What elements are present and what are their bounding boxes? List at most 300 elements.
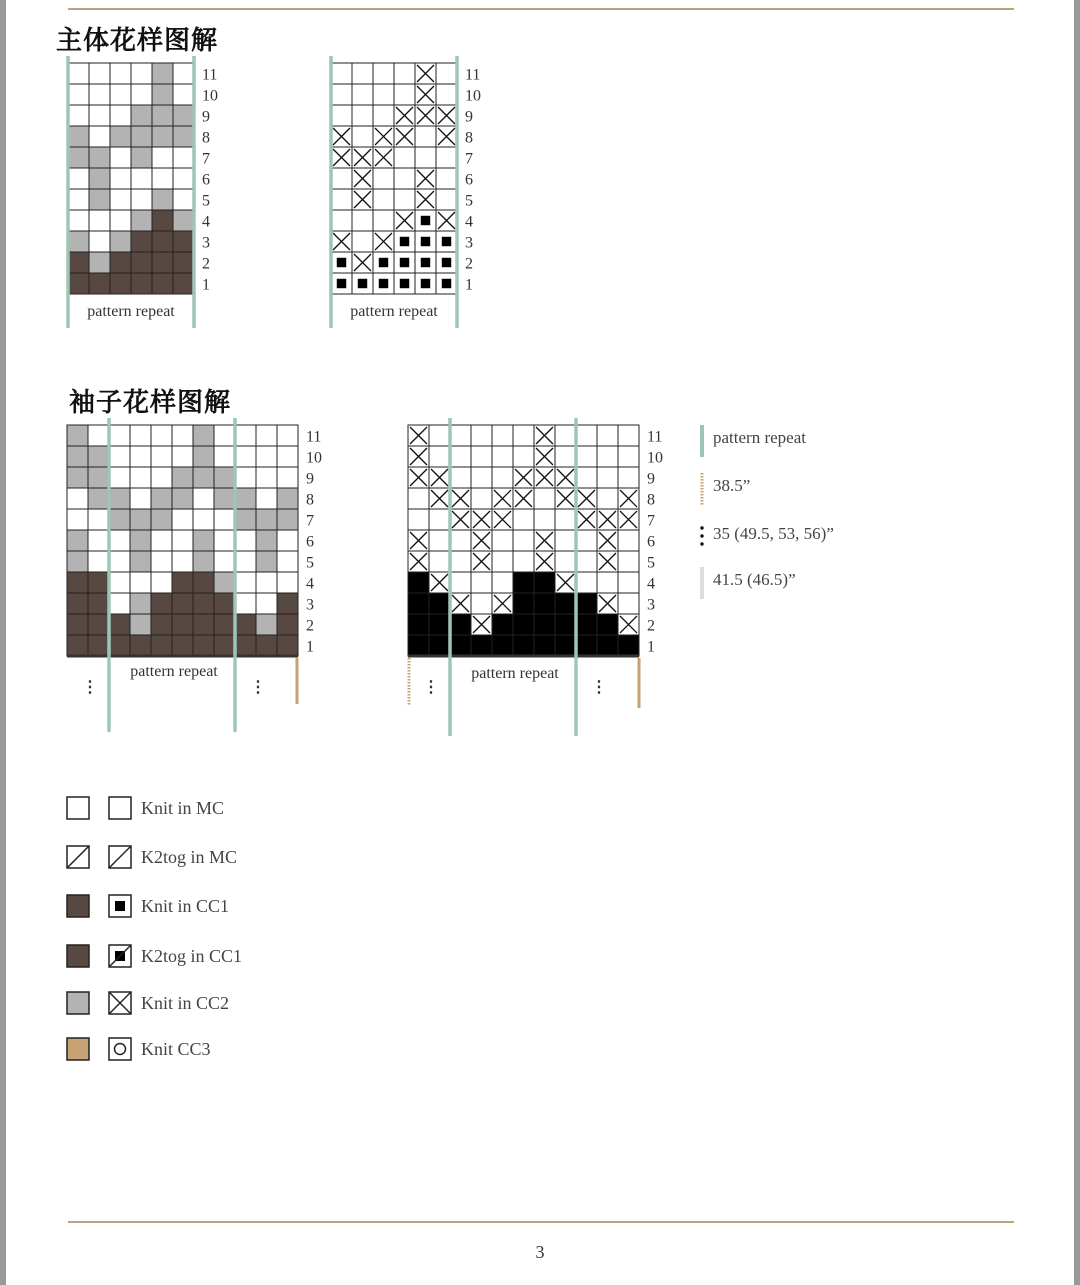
- chart-cell: [555, 446, 576, 467]
- chart-cell: [172, 446, 193, 467]
- row-number: 9: [647, 470, 655, 488]
- legend-label: K2tog in MC: [141, 847, 238, 867]
- chart-cell: [130, 593, 151, 614]
- page-number: 3: [535, 1242, 545, 1262]
- chart-cell: [597, 635, 618, 656]
- chart-cell: [235, 614, 256, 635]
- chart-cell: [429, 425, 450, 446]
- row-number: 3: [202, 234, 210, 252]
- chart-cell: [67, 467, 88, 488]
- chart-cell: [256, 635, 277, 656]
- cross-square-icon: [108, 991, 132, 1015]
- chart-cell: [597, 572, 618, 593]
- chart-cell: [109, 614, 130, 635]
- chart-cell: [429, 614, 450, 635]
- chart-cell: [576, 614, 597, 635]
- chart-cell: [492, 635, 513, 656]
- chart-cell: [373, 210, 394, 231]
- chart-cell: [131, 63, 152, 84]
- chart-cell: [110, 84, 131, 105]
- row-number: 10: [647, 449, 663, 467]
- chart-cell: [89, 273, 110, 294]
- filled-square-icon: [108, 894, 132, 918]
- row-number: 3: [465, 234, 473, 252]
- row-number: 6: [647, 533, 655, 551]
- chart-cell: [471, 425, 492, 446]
- row-number: 9: [202, 108, 210, 126]
- chart-cell: [88, 509, 109, 530]
- chart-cell: [429, 551, 450, 572]
- chart-cell: [67, 614, 88, 635]
- chart-cell: [110, 210, 131, 231]
- chart-cell: [597, 425, 618, 446]
- chart-cell: [277, 614, 298, 635]
- chart-cell: [408, 488, 429, 509]
- size-dots: ⋮: [250, 679, 266, 696]
- chart-cell: [88, 635, 109, 656]
- chart-cell: [235, 425, 256, 446]
- chart-cell: [576, 593, 597, 614]
- chart-cell: [408, 509, 429, 530]
- chart-cell: [471, 635, 492, 656]
- chart-cell: [67, 425, 88, 446]
- row-number: 5: [647, 554, 655, 572]
- body-color-chart-grid: [60, 56, 240, 336]
- chart-cell: [534, 614, 555, 635]
- chart-cell: [68, 168, 89, 189]
- chart-cell: [110, 105, 131, 126]
- chart-cell: [151, 530, 172, 551]
- chart-cell: [235, 551, 256, 572]
- chart-cell: [331, 63, 352, 84]
- sleeve-chart-title: 袖子花样图解: [69, 388, 232, 418]
- row-number: 1: [647, 638, 655, 656]
- chart-cell: [193, 614, 214, 635]
- circle-square-icon: [108, 1037, 132, 1061]
- chart-cell: [373, 168, 394, 189]
- chart-cell: [408, 572, 429, 593]
- key-size-35: [700, 521, 1000, 553]
- chart-cell: [109, 593, 130, 614]
- row-number: 11: [465, 66, 481, 84]
- chart-cell: [394, 147, 415, 168]
- cc3-swatch-icon: [66, 1037, 90, 1061]
- chart-cell: [597, 467, 618, 488]
- chart-cell: [152, 252, 173, 273]
- chart-cell: [408, 635, 429, 656]
- chart-cell: [110, 147, 131, 168]
- chart-cell: [450, 446, 471, 467]
- cc1-square-mark: [358, 279, 367, 288]
- pattern-repeat-label: pattern repeat: [350, 303, 438, 320]
- row-number: 5: [465, 192, 473, 210]
- cc1-swatch-icon: [66, 944, 90, 968]
- chart-cell: [277, 635, 298, 656]
- row-number: 4: [647, 575, 655, 593]
- size-dots: ⋮: [591, 679, 607, 696]
- chart-cell: [471, 593, 492, 614]
- chart-cell: [110, 189, 131, 210]
- chart-cell: [172, 530, 193, 551]
- chart-cell: [214, 572, 235, 593]
- chart-cell: [471, 488, 492, 509]
- chart-cell: [110, 63, 131, 84]
- chart-cell: [173, 189, 194, 210]
- chart-cell: [109, 635, 130, 656]
- pattern-repeat-label: pattern repeat: [130, 663, 218, 680]
- chart-cell: [235, 593, 256, 614]
- size-dots: ⋮: [82, 679, 98, 696]
- filled-square-slash-icon: [108, 944, 132, 968]
- cc1-square-mark: [379, 279, 388, 288]
- chart-cell: [277, 551, 298, 572]
- chart-cell: [555, 635, 576, 656]
- chart-cell: [618, 467, 639, 488]
- chart-cell: [152, 105, 173, 126]
- chart-cell: [173, 126, 194, 147]
- chart-cell: [89, 84, 110, 105]
- chart-cell: [151, 425, 172, 446]
- chart-cell: [151, 551, 172, 572]
- row-number: 10: [306, 449, 322, 467]
- chart-cell: [152, 189, 173, 210]
- legend-label: Knit in MC: [141, 798, 225, 818]
- body-color-chart: [60, 56, 240, 336]
- chart-cell: [152, 168, 173, 189]
- cc1-swatch-icon: [66, 894, 90, 918]
- chart-cell: [450, 425, 471, 446]
- row-number: 5: [202, 192, 210, 210]
- stitch-legend: [66, 796, 386, 1059]
- chart-cell: [576, 446, 597, 467]
- chart-cell: [436, 189, 457, 210]
- chart-cell: [373, 84, 394, 105]
- chart-cell: [415, 126, 436, 147]
- chart-cell: [555, 593, 576, 614]
- chart-cell: [109, 425, 130, 446]
- chart-cell: [173, 147, 194, 168]
- chart-cell: [67, 593, 88, 614]
- chart-cell: [373, 189, 394, 210]
- chart-cell: [352, 63, 373, 84]
- row-number: 10: [465, 87, 481, 105]
- chart-cell: [277, 425, 298, 446]
- repeat-line-icon: [700, 425, 704, 457]
- chart-cell: [152, 84, 173, 105]
- key-label: 35 (49.5, 53, 56)”: [713, 524, 834, 543]
- chart-cell: [492, 551, 513, 572]
- legend-knit-cc3: [66, 1037, 386, 1061]
- chart-cell: [513, 572, 534, 593]
- chart-cell: [597, 614, 618, 635]
- chart-cell: [256, 551, 277, 572]
- light-grey-line-icon: [700, 567, 704, 599]
- chart-cell: [193, 635, 214, 656]
- chart-cell: [88, 488, 109, 509]
- chart-cell: [331, 84, 352, 105]
- chart-cell: [429, 530, 450, 551]
- chart-cell: [131, 126, 152, 147]
- black-dots-line-icon: [700, 521, 704, 553]
- chart-cell: [492, 572, 513, 593]
- chart-cell: [450, 614, 471, 635]
- row-number: 4: [306, 575, 314, 593]
- chart-cell: [576, 635, 597, 656]
- chart-cell: [109, 467, 130, 488]
- row-number: 1: [465, 276, 473, 294]
- chart-cell: [277, 446, 298, 467]
- chart-cell: [576, 425, 597, 446]
- chart-cell: [235, 467, 256, 488]
- chart-cell: [214, 488, 235, 509]
- chart-cell: [534, 509, 555, 530]
- chart-cell: [394, 189, 415, 210]
- legend-label: K2tog in CC1: [141, 946, 243, 966]
- chart-cell: [256, 488, 277, 509]
- chart-cell: [534, 572, 555, 593]
- chart-cell: [173, 168, 194, 189]
- cc1-square-mark: [337, 258, 346, 267]
- chart-cell: [555, 509, 576, 530]
- chart-cell: [352, 126, 373, 147]
- legend-k2tog-cc1: [66, 944, 386, 968]
- chart-cell: [130, 467, 151, 488]
- chart-cell: [110, 126, 131, 147]
- chart-cell: [131, 252, 152, 273]
- chart-cell: [173, 63, 194, 84]
- legend-k2tog-mc: [66, 845, 386, 869]
- row-number: 8: [306, 491, 314, 509]
- chart-cell: [68, 210, 89, 231]
- chart-cell: [618, 446, 639, 467]
- row-number: 8: [465, 129, 473, 147]
- chart-cell: [256, 530, 277, 551]
- chart-cell: [450, 467, 471, 488]
- chart-cell: [131, 189, 152, 210]
- chart-cell: [513, 614, 534, 635]
- cc1-square-mark: [421, 237, 430, 246]
- chart-cell: [172, 593, 193, 614]
- chart-cell: [151, 593, 172, 614]
- row-number: 6: [202, 171, 210, 189]
- row-number: 2: [202, 255, 210, 273]
- cc1-square-mark: [379, 258, 388, 267]
- chart-cell: [618, 551, 639, 572]
- chart-cell: [256, 446, 277, 467]
- top-rule: [68, 8, 1014, 10]
- chart-cell: [256, 509, 277, 530]
- chart-cell: [68, 231, 89, 252]
- chart-cell: [450, 572, 471, 593]
- chart-cell: [172, 551, 193, 572]
- sleeve-color-chart-grid: [60, 418, 320, 738]
- chart-cell: [130, 509, 151, 530]
- chart-cell: [576, 572, 597, 593]
- chart-cell: [152, 63, 173, 84]
- sleeve-color-chart: [60, 418, 320, 738]
- key-label: 41.5 (46.5)”: [713, 570, 796, 589]
- row-number: 2: [647, 617, 655, 635]
- legend-label: Knit in CC1: [141, 896, 230, 916]
- chart-cell: [172, 635, 193, 656]
- row-number: 6: [306, 533, 314, 551]
- chart-cell: [151, 488, 172, 509]
- chart-cell: [597, 488, 618, 509]
- chart-cell: [193, 446, 214, 467]
- chart-cell: [513, 551, 534, 572]
- chart-cell: [151, 572, 172, 593]
- chart-cell: [130, 572, 151, 593]
- sleeve-symbol-chart-grid: [400, 418, 663, 738]
- row-number: 7: [465, 150, 473, 168]
- chart-cell: [394, 84, 415, 105]
- page-left-border: [0, 0, 6, 1285]
- legend-label: Knit in CC2: [141, 993, 230, 1013]
- key-size-41-5: [700, 567, 1000, 599]
- chart-cell: [513, 509, 534, 530]
- row-number: 1: [202, 276, 210, 294]
- chart-cell: [110, 168, 131, 189]
- chart-cell: [492, 530, 513, 551]
- chart-cell: [429, 593, 450, 614]
- chart-cell: [450, 635, 471, 656]
- row-number: 4: [202, 213, 210, 231]
- chart-cell: [89, 63, 110, 84]
- cc1-square-mark: [442, 258, 451, 267]
- chart-cell: [373, 63, 394, 84]
- chart-cell: [513, 635, 534, 656]
- chart-cell: [534, 488, 555, 509]
- chart-cell: [256, 593, 277, 614]
- chart-cell: [67, 488, 88, 509]
- cc1-square-mark: [421, 279, 430, 288]
- chart-cell: [513, 446, 534, 467]
- chart-cell: [67, 446, 88, 467]
- chart-cell: [331, 189, 352, 210]
- chart-cell: [394, 168, 415, 189]
- chart-cell: [110, 252, 131, 273]
- chart-cell: [88, 572, 109, 593]
- row-number: 2: [306, 617, 314, 635]
- legend-knit-cc2: [66, 991, 386, 1015]
- chart-cell: [555, 551, 576, 572]
- chart-cell: [110, 273, 131, 294]
- tan-dotted-line-icon: [700, 473, 704, 505]
- chart-cell: [131, 84, 152, 105]
- chart-cell: [131, 210, 152, 231]
- chart-cell: [88, 551, 109, 572]
- row-number: 1: [306, 638, 314, 656]
- chart-cell: [109, 509, 130, 530]
- chart-cell: [555, 425, 576, 446]
- chart-cell: [88, 530, 109, 551]
- key-size-38-5: [700, 473, 1000, 505]
- chart-cell: [152, 231, 173, 252]
- chart-cell: [109, 551, 130, 572]
- chart-cell: [214, 509, 235, 530]
- chart-cell: [576, 551, 597, 572]
- chart-cell: [436, 63, 457, 84]
- row-number: 7: [202, 150, 210, 168]
- chart-cell: [214, 614, 235, 635]
- chart-cell: [394, 63, 415, 84]
- chart-cell: [89, 105, 110, 126]
- chart-cell: [429, 635, 450, 656]
- chart-cell: [576, 530, 597, 551]
- chart-cell: [172, 509, 193, 530]
- chart-cell: [68, 252, 89, 273]
- chart-cell: [89, 126, 110, 147]
- chart-cell: [277, 572, 298, 593]
- chart-cell: [618, 572, 639, 593]
- chart-cell: [277, 530, 298, 551]
- pattern-repeat-label: pattern repeat: [471, 665, 559, 682]
- chart-cell: [277, 467, 298, 488]
- row-number: 5: [306, 554, 314, 572]
- chart-cell: [151, 509, 172, 530]
- chart-cell: [89, 168, 110, 189]
- row-number: 8: [647, 491, 655, 509]
- chart-cell: [130, 614, 151, 635]
- mc-swatch-icon: [66, 796, 90, 820]
- row-number: 9: [306, 470, 314, 488]
- chart-cell: [331, 168, 352, 189]
- chart-cell: [130, 551, 151, 572]
- chart-cell: [256, 467, 277, 488]
- chart-cell: [618, 593, 639, 614]
- chart-cell: [436, 147, 457, 168]
- chart-cell: [277, 593, 298, 614]
- chart-cell: [597, 446, 618, 467]
- chart-cell: [235, 635, 256, 656]
- key-pattern-repeat: [700, 425, 1000, 457]
- key-label: pattern repeat: [713, 428, 806, 447]
- chart-cell: [109, 488, 130, 509]
- row-number: 4: [465, 213, 473, 231]
- chart-cell: [235, 530, 256, 551]
- chart-cell: [436, 84, 457, 105]
- chart-cell: [151, 614, 172, 635]
- chart-cell: [68, 147, 89, 168]
- cc1-square-mark: [337, 279, 346, 288]
- chart-cell: [193, 425, 214, 446]
- page-right-border: [1074, 0, 1080, 1285]
- chart-cell: [193, 572, 214, 593]
- chart-cell: [193, 509, 214, 530]
- body-symbol-chart-grid: [322, 56, 502, 336]
- cc1-square-mark: [400, 237, 409, 246]
- chart-cell: [214, 635, 235, 656]
- chart-cell: [534, 635, 555, 656]
- chart-cell: [88, 614, 109, 635]
- chart-cell: [88, 446, 109, 467]
- chart-cell: [88, 593, 109, 614]
- chart-cell: [193, 551, 214, 572]
- chart-cell: [67, 509, 88, 530]
- chart-cell: [436, 168, 457, 189]
- chart-cell: [618, 425, 639, 446]
- chart-cell: [513, 530, 534, 551]
- chart-cell: [89, 189, 110, 210]
- row-number: 11: [647, 428, 663, 446]
- cc2-swatch-icon: [66, 991, 90, 1015]
- legend-knit-mc: [66, 796, 386, 820]
- chart-cell: [214, 425, 235, 446]
- chart-cell: [68, 189, 89, 210]
- chart-cell: [130, 446, 151, 467]
- chart-cell: [214, 593, 235, 614]
- chart-cell: [277, 509, 298, 530]
